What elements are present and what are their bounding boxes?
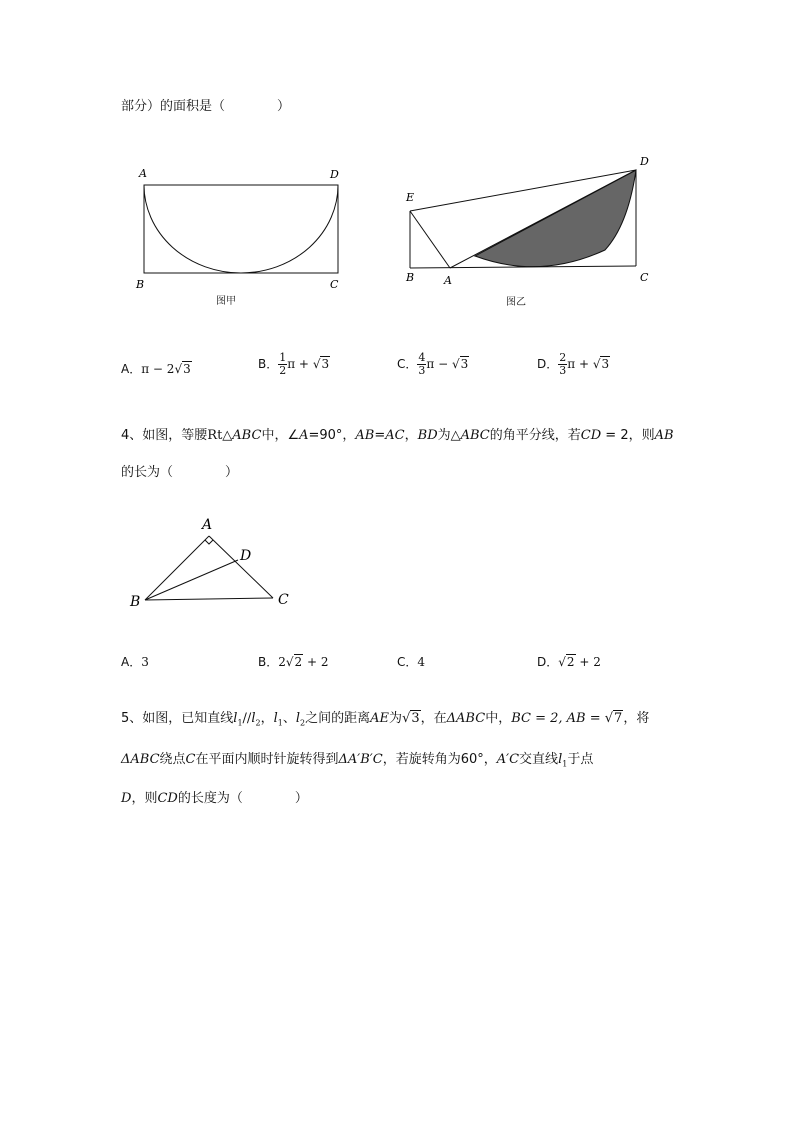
fig1-label-c: C: [330, 278, 339, 291]
fig2-label-b: B: [406, 271, 415, 284]
q3-option-b: B． $\frac{1}{2}$ π + √3: [258, 351, 330, 377]
q4-option-c: C．4: [397, 655, 426, 669]
q4-line-bd: [145, 560, 238, 600]
q4-option-a: A．3: [121, 655, 149, 669]
figure-yi: [400, 150, 660, 290]
fig2-line-ea: [410, 211, 450, 268]
q4-line-ab: [145, 536, 209, 600]
fig2-label-a: A: [444, 274, 452, 287]
q3-option-a: A．π − 2√3: [121, 362, 191, 376]
q5-stem-line3: D，则CD的长度为（ ）: [121, 791, 308, 806]
fig2-label-c: C: [640, 271, 649, 284]
q4-stem-line2: 的长为（ ）: [121, 465, 239, 480]
q4-label-b: B: [130, 594, 141, 610]
q4-label-c: C: [278, 592, 289, 608]
q4-label-d: D: [240, 548, 252, 564]
q5-stem-line2: ΔABC绕点C在平面内顺时针旋转得到ΔA′B′C，若旋转角为60°，A′C交直线$l_1$于点: [121, 752, 594, 769]
q4-stem-line1: 4、如图，等腰Rt△ABC中，∠A=90°，AB=AC，BD为△ABC的角平分线，若CD = 2，则AB: [121, 428, 674, 443]
q3-option-d: D． $\frac{2}{3}$ π + √3: [537, 351, 610, 377]
q4-label-a: A: [202, 517, 213, 533]
q4-line-ac: [209, 536, 273, 598]
q3-option-c: C． $\frac{4}{3}$ π − √3: [397, 351, 469, 377]
q5-stem-line1: 5、如图，已知直线$l_1//l_2$，$l_1$、$l_2$之间的距离AE为√3，在ΔABC中，BC = 2, AB = √7，将: [121, 711, 650, 728]
fig1-caption: 图甲: [216, 296, 236, 307]
q4-right-angle-mark: [205, 540, 213, 544]
q4-option-d: D．√2 + 2: [537, 655, 601, 669]
fig1-label-d: D: [330, 168, 339, 181]
figure-jia: [130, 160, 350, 310]
fig1-label-b: B: [136, 278, 145, 291]
fig2-caption: 图乙: [506, 297, 526, 308]
q4-option-b: B．2√2 + 2: [258, 655, 329, 669]
fig2-label-e: E: [406, 191, 415, 204]
fig1-semicircle-arc: [144, 185, 338, 273]
q3-stem: 部分）的面积是（ ）: [121, 99, 291, 114]
fig2-label-d: D: [640, 155, 649, 168]
fig1-label-a: A: [139, 167, 147, 180]
q4-line-bc: [145, 598, 273, 600]
figure-q4-triangle: [120, 510, 310, 615]
fig1-rectangle: [144, 185, 338, 273]
